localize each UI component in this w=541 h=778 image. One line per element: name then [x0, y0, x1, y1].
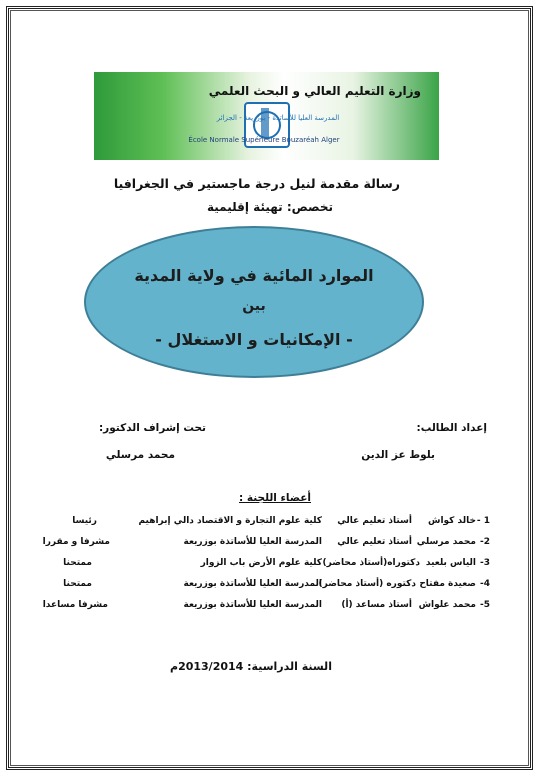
student-label: إعداد الطالب:	[416, 422, 487, 434]
title-line-2: بين	[242, 298, 266, 314]
committee-row: 3- الياس بلعيد دكتوراه(أستاذ محاضر) كلية علوم الأرض باب الزوار ممتحنا	[63, 558, 490, 568]
header-banner	[94, 72, 439, 160]
school-name-fr: École Normale Supérieure Bouzaréah Alger	[188, 136, 340, 144]
committee-row: 5- محمد علواش أستاذ مساعد (أ) المدرسة العليا للأساتذة بوزريعة مشرفا مساعدا	[42, 600, 490, 610]
ministry-name: وزارة التعليم العالي و البحث العلمي	[208, 84, 421, 98]
school-name-ar: المدرسة العليا للأساتذة - بوزريعة - الجزائر	[216, 114, 340, 122]
supervisor-name: محمد مرسلي	[105, 449, 175, 461]
student-name: بلوط عز الدين	[361, 449, 435, 461]
committee-title: أعضاء اللجنة :	[239, 492, 311, 504]
title-line-1: الموارد المائية في ولاية المدية	[134, 266, 374, 285]
committee-row: 4- صعيدة مفتاح دكتوره (أستاذ محاضر) المدرسة العليا للأساتذة بوزريعة ممتحنا	[63, 579, 490, 589]
title-line-3: - الإمكانيات و الاستغلال -	[155, 330, 353, 349]
thesis-degree: رسالة مقدمة لنيل درجة ماجستير في الجغرافيا	[113, 176, 400, 191]
title-oval	[84, 226, 424, 378]
academic-year: السنة الدراسية: 2013/2014م	[170, 660, 332, 673]
supervisor-label: تحت إشراف الدكتور:	[98, 422, 206, 434]
committee-row: 1 - خالد كواش أستاذ تعليم عالي كلية علوم التجارة و الاقتصاد دالي إبراهيم رئيسا	[72, 516, 490, 526]
thesis-specialty: تخصص: تهيئة إقليمية	[207, 200, 333, 214]
committee-row: 2- محمد مرسلي أستاذ تعليم عالي المدرسة العليا للأساتذة بوزريعة مشرفا و مقررا	[42, 537, 490, 547]
